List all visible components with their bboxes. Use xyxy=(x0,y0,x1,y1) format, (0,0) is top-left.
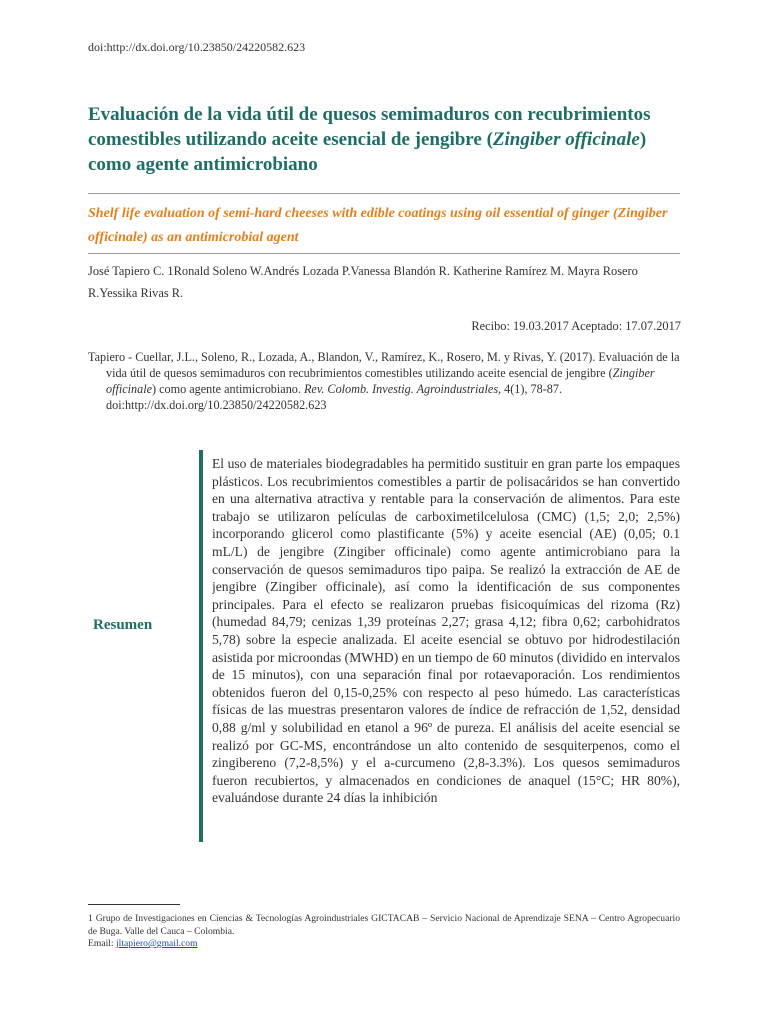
abstract-heading: Resumen xyxy=(93,617,153,633)
subtitle-divider xyxy=(88,253,680,254)
title-species-italic: Zingiber officinale xyxy=(492,129,640,150)
footnote-email-link[interactable]: jltapiero@gmail.com xyxy=(115,938,198,949)
citation-block xyxy=(88,349,680,413)
english-title: Shelf life evaluation of semi-hard cheeses with edible coatings using oil essential of ginger (Zingiber officinale) as an antimicrobial agent xyxy=(88,206,668,245)
abstract-text: El uso de materiales biodegradables ha permitido sustituir en gran parte los empaques plásticos. Los recubrimientos comestibles a partir de polisacáridos se han convertido en una alternativa atractiva y rentable para la conservación de alimentos. Para este trabajo se utilizaron películas de carboximetilcelulosa (CMC) (1,5; 2,0; 2,5%) incorporando glicerol como plastificante (5%) y aceite esencial (AE) (0,05; 0.1 mL/L) de jengibre (Zingiber officinale) como agente antimicrobiano para la conservación de quesos semimaduros tipo paipa. Se realizó la extracción de AE de jengibre (Zingiber officinale), así como la identificación de sus componentes principales. Para el efecto se realizaron pruebas fisicoquímicas del rizoma (Rz) (humedad 84,79; cenizas 1,39 proteínas 2,27; grasa 4,12; fibra 0,62; carbohidratos 5,78) sobre la especie analizada. El aceite esencial se obtuvo por hidrodestilación asistida por microondas (MWHD) en un tiempo de 60 minutos (dividido en intervalos de 15 minutos), con una separación final por rotaevaporación. Los rendimientos obtenidos fueron del 0,15-0,25% con respecto al peso húmedo. Las características físicas de las muestras presentaron valores de índice de refracción de 1,52, densidad 0,88 g/ml y solubilidad en etanol a 96º de pureza. El análisis del aceite esencial se realizó por GC-MS, encontrándose un alto contenido de sesquiterpenos, como el zingibereno (7,2-8,5%) y el a-curcumeno (2,8-3.3%). Los quesos semimaduros fueron recubiertos, y almacenados en condiciones de anaquel (15°C; HR 80%), evaluándose durante 24 días la inhibición xyxy=(212,456,680,806)
paper-title xyxy=(88,102,686,177)
authors-list: José Tapiero C. 1Ronald Soleno W.Andrés Lozada P.Vanessa Blandón R. Katherine Ramírez M. Mayra Rosero R.Yessika Rivas R. xyxy=(88,264,638,300)
footnote-divider xyxy=(88,904,180,905)
footnote-email-label: Email: xyxy=(88,938,114,949)
citation-part-2: ) como agente antimicrobiano. xyxy=(152,382,304,396)
doi-line: doi:http://dx.doi.org/10.23850/24220582.623 xyxy=(88,40,306,54)
footnote xyxy=(88,913,680,951)
abstract-accent-bar xyxy=(199,450,203,842)
citation-species-italic: Zingiber officinale xyxy=(106,366,655,396)
received-accepted-dates: Recibo: 19.03.2017 Aceptado: 17.07.2017 xyxy=(471,319,681,333)
title-part-1: Evaluación de la vida útil de quesos semimaduros con recubrimientos comestibles utilizando aceite esencial de jengibre ( xyxy=(88,104,651,150)
footnote-email-line xyxy=(88,938,680,951)
citation-journal-italic: Rev. Colomb. Investig. Agroindustriales, xyxy=(303,382,502,396)
citation-part-3: 4(1), 78-87. doi:http://dx.doi.org/10.23850/24220582.623 xyxy=(106,382,563,412)
title-part-2: ) como agente antimicrobiano xyxy=(88,129,647,175)
title-divider xyxy=(88,193,680,194)
citation-part-1: Tapiero - Cuellar, J.L., Soleno, R., Lozada, A., Blandon, V., Ramírez, K., Rosero, M. y Rivas, Y. (2017). Evaluación de la vida útil de quesos semimaduros con recubrimientos comestibles utilizando aceite esencial de jengibre ( xyxy=(88,350,680,380)
footnote-text: 1 Grupo de Investigaciones en Ciencias & Tecnologías Agroindustriales GICTACAB – Servicio Nacional de Aprendizaje SENA – Centro Agropecuario de Buga. Valle del Cauca – Colombia. xyxy=(88,913,680,937)
